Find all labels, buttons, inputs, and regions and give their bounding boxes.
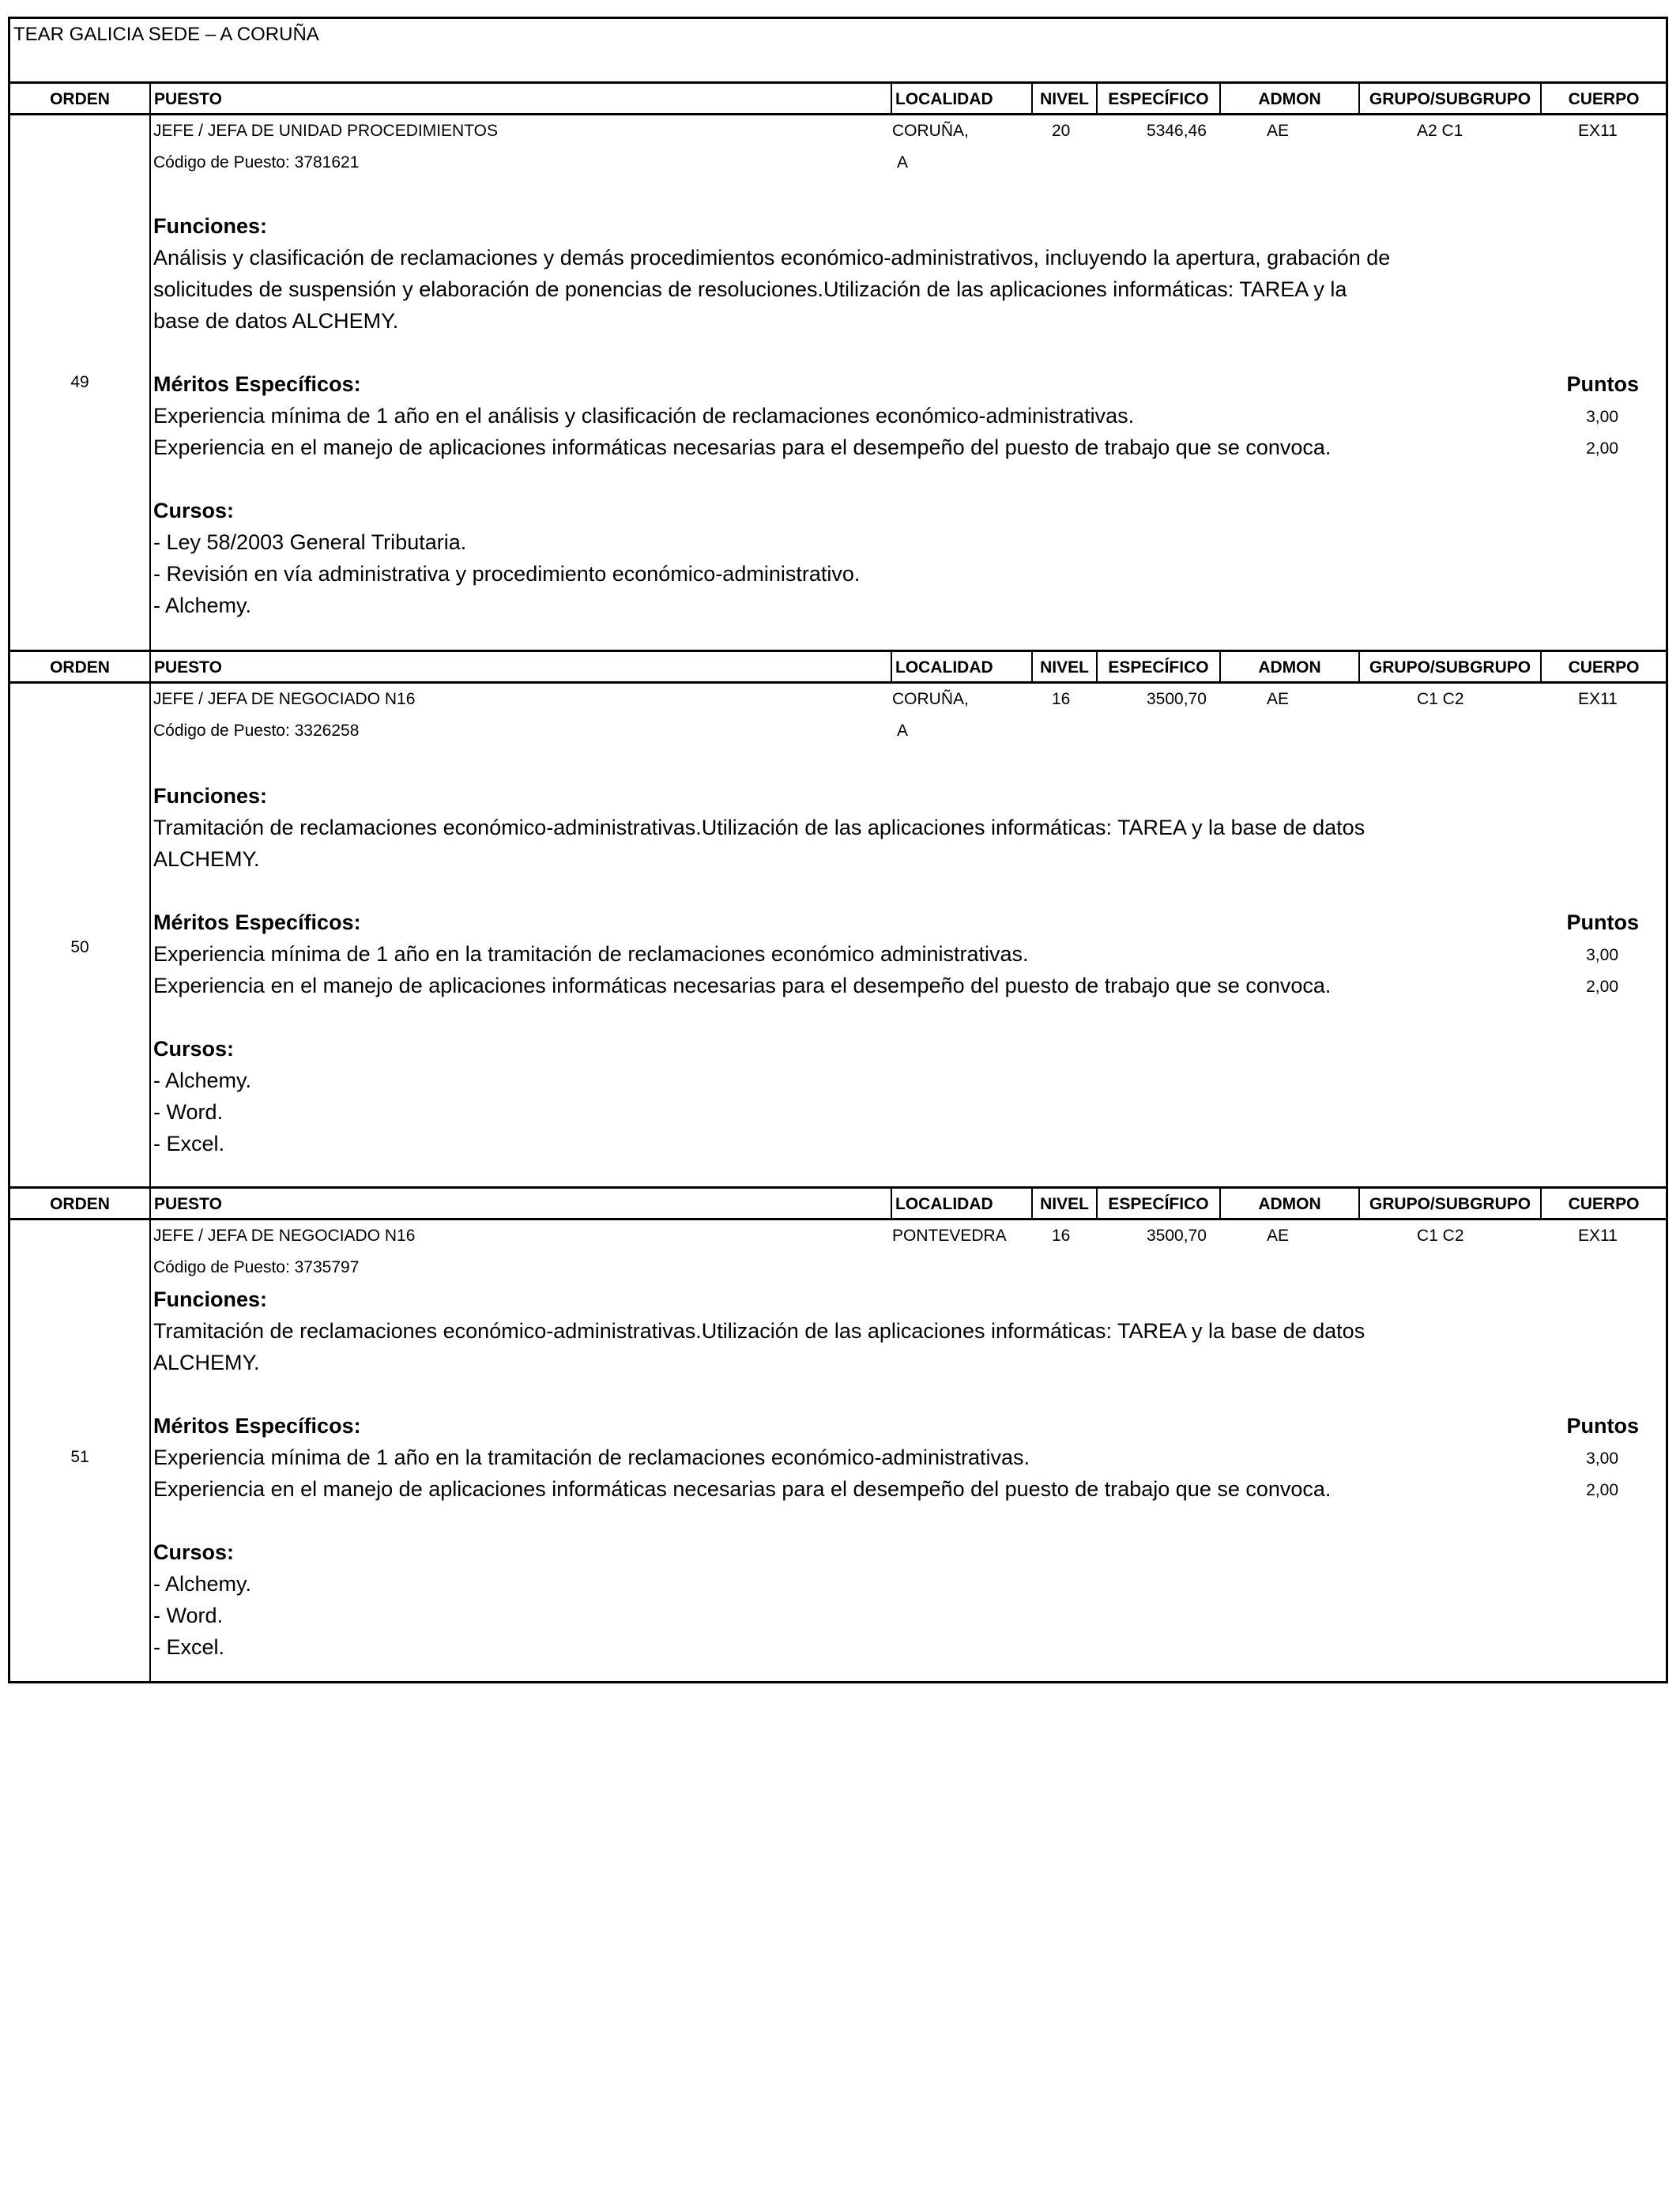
cuerpo-value: EX11 [1578,122,1618,140]
admon-value: AE [1267,690,1290,708]
puesto-name: JEFE / JEFA DE UNIDAD PROCEDIMIENTOS [153,122,499,140]
orden-number: 51 [70,1448,89,1466]
codigo-puesto: Código de Puesto: 3781621 [153,153,360,172]
entry-body [10,1220,1666,1681]
orden-number: 49 [70,373,89,391]
header-orden: ORDEN [50,1195,110,1213]
localidad-value-cont: A [897,722,909,740]
grupo-value: C1 C2 [1417,690,1464,708]
header-especifico: ESPECÍFICO [1096,1189,1219,1218]
especifico-value: 3500,70 [1147,690,1207,708]
curso-item: - Alchemy. [153,1069,252,1092]
merito-puntos: 2,00 [1586,978,1618,996]
header-admon: ADMON [1219,1189,1358,1218]
curso-item: - Alchemy. [153,1572,252,1596]
document-title: TEAR GALICIA SEDE – A CORUÑA [13,24,319,45]
funciones-line: Tramitación de reclamaciones económico-administrativas.Utilización de las aplicaciones informáticas: TAREA y la base de datos [153,1319,1365,1343]
funciones-line: ALCHEMY. [153,847,260,871]
header-grupo: GRUPO/SUBGRUPO [1358,652,1540,681]
header-cuerpo: CUERPO [1540,652,1666,681]
codigo-puesto: Código de Puesto: 3735797 [153,1258,360,1276]
puntos-heading: Puntos [1566,910,1639,934]
cursos-heading: Cursos: [153,1540,235,1564]
cursos-heading: Cursos: [153,499,235,522]
header-nivel: NIVEL [1031,1189,1096,1218]
funciones-heading: Funciones: [153,1287,268,1311]
merito-text: Experiencia en el manejo de aplicaciones informáticas necesarias para el desempeño del puesto de trabajo que se convoca. [153,974,1332,997]
header-admon: ADMON [1219,84,1358,113]
header-localidad: LOCALIDAD [891,84,1031,113]
orden-cell [10,1220,149,1681]
entry-section-49 [10,84,1666,650]
merito-puntos: 2,00 [1586,1481,1618,1499]
merito-puntos: 3,00 [1586,408,1618,426]
header-cuerpo: CUERPO [1540,84,1666,113]
meritos-heading: Méritos Específicos: [153,910,361,934]
puntos-heading: Puntos [1566,372,1639,396]
document-table [8,17,1668,1683]
header-localidad: LOCALIDAD [891,652,1031,681]
column-divider [149,115,151,650]
funciones-line: Tramitación de reclamaciones económico-administrativas.Utilización de las aplicaciones informáticas: TAREA y la base de datos [153,816,1365,839]
header-admon: ADMON [1219,652,1358,681]
column-header-row [10,652,1666,684]
header-orden: ORDEN [50,658,110,677]
grupo-value: A2 C1 [1417,122,1463,140]
header-especifico: ESPECÍFICO [1096,84,1219,113]
entry-section-51 [10,1189,1666,1681]
header-puesto: PUESTO [149,652,891,681]
puntos-heading: Puntos [1566,1414,1639,1438]
header-grupo: GRUPO/SUBGRUPO [1358,1189,1540,1218]
funciones-heading: Funciones: [153,784,268,808]
merito-text: Experiencia en el manejo de aplicaciones informáticas necesarias para el desempeño del puesto de trabajo que se convoca. [153,435,1332,459]
orden-number: 50 [70,938,89,956]
especifico-value: 5346,46 [1147,122,1207,140]
meritos-heading: Méritos Específicos: [153,372,361,396]
cuerpo-value: EX11 [1578,690,1618,708]
nivel-value: 16 [1052,1227,1071,1245]
header-especifico: ESPECÍFICO [1096,652,1219,681]
cuerpo-value: EX11 [1578,1227,1618,1245]
entry-body [10,115,1666,650]
funciones-line: base de datos ALCHEMY. [153,309,399,333]
header-cuerpo: CUERPO [1540,1189,1666,1218]
header-nivel: NIVEL [1031,652,1096,681]
header-nivel: NIVEL [1031,84,1096,113]
localidad-value-cont: A [897,153,909,172]
document-title-row [10,19,1666,84]
curso-item: - Word. [153,1100,224,1124]
localidad-value: CORUÑA, [892,122,969,140]
header-puesto: PUESTO [149,84,891,113]
merito-text: Experiencia mínima de 1 año en la tramitación de reclamaciones económico administrativas. [153,942,1029,966]
funciones-line: solicitudes de suspensión y elaboración de ponencias de resoluciones.Utilización de las aplicaciones informáticas: TAREA y la [153,277,1347,301]
admon-value: AE [1267,122,1290,140]
cursos-heading: Cursos: [153,1037,235,1061]
curso-item: - Excel. [153,1635,225,1659]
merito-puntos: 2,00 [1586,439,1618,458]
meritos-heading: Méritos Específicos: [153,1414,361,1438]
funciones-line: ALCHEMY. [153,1351,260,1374]
entry-section-50 [10,652,1666,1186]
column-divider [149,684,151,1186]
curso-item: - Ley 58/2003 General Tributaria. [153,530,467,554]
header-puesto: PUESTO [149,1189,891,1218]
column-divider [149,1220,151,1681]
localidad-value: CORUÑA, [892,690,969,708]
header-localidad: LOCALIDAD [891,1189,1031,1218]
localidad-value: PONTEVEDRA [892,1227,1007,1245]
orden-cell [10,684,149,1186]
funciones-heading: Funciones: [153,214,268,238]
admon-value: AE [1267,1227,1290,1245]
column-header-row [10,1189,1666,1220]
codigo-puesto: Código de Puesto: 3326258 [153,722,360,740]
curso-item: - Revisión en vía administrativa y procedimiento económico-administrativo. [153,562,861,586]
puesto-name: JEFE / JEFA DE NEGOCIADO N16 [153,1227,416,1245]
merito-puntos: 3,00 [1586,946,1618,964]
merito-text: Experiencia mínima de 1 año en la tramitación de reclamaciones económico-administrativas. [153,1446,1030,1469]
curso-item: - Excel. [153,1132,225,1155]
merito-text: Experiencia en el manejo de aplicaciones informáticas necesarias para el desempeño del puesto de trabajo que se convoca. [153,1477,1332,1501]
grupo-value: C1 C2 [1417,1227,1464,1245]
header-grupo: GRUPO/SUBGRUPO [1358,84,1540,113]
curso-item: - Word. [153,1604,224,1627]
nivel-value: 20 [1052,122,1071,140]
merito-text: Experiencia mínima de 1 año en el análisis y clasificación de reclamaciones económico-administrativas. [153,404,1135,428]
entry-body [10,684,1666,1186]
funciones-line: Análisis y clasificación de reclamaciones y demás procedimientos económico-administrativos, incluyendo la apertura, grabación de [153,246,1391,270]
nivel-value: 16 [1052,690,1071,708]
orden-cell [10,115,149,650]
column-header-row [10,84,1666,115]
header-orden: ORDEN [50,90,110,108]
merito-puntos: 3,00 [1586,1449,1618,1468]
especifico-value: 3500,70 [1147,1227,1207,1245]
puesto-name: JEFE / JEFA DE NEGOCIADO N16 [153,690,416,708]
curso-item: - Alchemy. [153,594,252,617]
